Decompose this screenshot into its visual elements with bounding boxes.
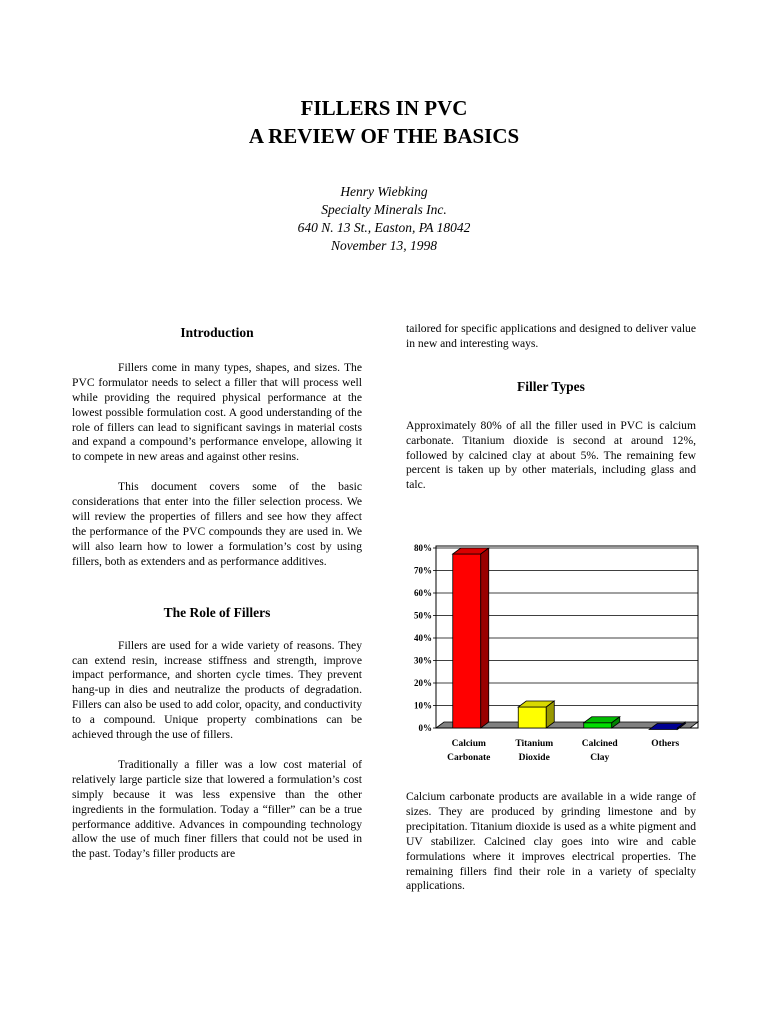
author-block	[0, 183, 768, 255]
introduction-heading: Introduction	[180, 325, 254, 340]
right-column	[406, 322, 696, 493]
filler-types-paragraph: Approximately 80% of all the filler used in PVC is calcium carbonate. Titanium dioxide is second at around 12%, followed by calcined clay at about 5%. The remaining few percent is taken up by other materials, including glass and talc.	[406, 418, 696, 492]
role-of-fillers-heading: The Role of Fillers	[163, 604, 271, 620]
y-tick-label: 40%	[414, 633, 432, 643]
introduction-paragraph-1: Fillers come in many types, shapes, and sizes. The PVC formulator needs to select a filler that will process well while providing the required physical performance at the lowest possible formulation cost. A good understanding of the role of fillers can lead to significant savings in material costs and expand a compound’s performance envelope, allowing it to compete in new areas and against other resins.	[72, 360, 362, 464]
y-tick-label: 30%	[414, 655, 432, 666]
title-line-1: FILLERS IN PVC	[300, 96, 468, 120]
y-tick-label: 50%	[414, 610, 432, 621]
bar	[453, 554, 481, 728]
filler-usage-chart	[406, 536, 706, 776]
author-name: Henry Wiebking	[340, 184, 428, 199]
category-label: Dioxide	[518, 753, 550, 763]
category-label: Others	[651, 739, 680, 749]
y-tick-label: 60%	[414, 588, 432, 598]
left-column	[72, 322, 362, 862]
category-label: Carbonate	[447, 753, 491, 763]
y-tick-label: 80%	[414, 543, 432, 553]
bar-chart-svg	[406, 536, 706, 776]
role-paragraph-2: Traditionally a filler was a low cost material of relatively large particle size that lowered a formulation’s cost simply because it was less expensive than the other ingredients in the formulation. Today a “filler” can be a true performance additive. Advances in compounding technology allow the use of much finer fillers that could not be used in the past. Today’s filler products are	[72, 757, 362, 861]
bar-side	[481, 548, 489, 728]
introduction-paragraph-2: This document covers some of the basic considerations that enter into the filler selection process. We will review the properties of fillers and see how they affect the performance of the PVC compounds they are used in. We will also learn how to lower a formulation’s cost by using fillers, both as extenders and as performance additives.	[72, 480, 362, 568]
after-chart-text	[406, 790, 696, 894]
filler-types-heading: Filler Types	[517, 378, 585, 394]
after-chart-paragraph: Calcium carbonate products are available in a wide range of sizes. They are produced by grinding limestone and by precipitation. Titanium dioxide is used as a white pigment and UV stabilizer. Calcined clay goes into wire and cable formulations where it improves electrical properties. The remaining fillers find their role in a variety of specialty applications.	[406, 790, 696, 893]
category-label: Titanium	[515, 739, 554, 749]
y-tick-label: 0%	[418, 723, 432, 733]
bar	[584, 723, 612, 728]
author-company: Specialty Minerals Inc.	[321, 202, 447, 217]
category-label: Calcium	[451, 739, 486, 749]
y-tick-label: 70%	[414, 565, 432, 576]
author-address: 640 N. 13 St., Easton, PA 18042	[297, 220, 471, 235]
category-label: Calcined	[581, 739, 618, 749]
continuation-paragraph: tailored for specific applications and designed to deliver value in new and interesting ways.	[406, 322, 696, 350]
y-tick-label: 20%	[414, 678, 432, 688]
y-tick-label: 10%	[414, 700, 432, 711]
title-line-2: A REVIEW OF THE BASICS	[248, 124, 520, 148]
bar	[518, 707, 546, 728]
author-date: November 13, 1998	[330, 238, 438, 253]
category-label: Clay	[590, 753, 610, 763]
document-title	[0, 94, 768, 150]
role-paragraph-1: Fillers are used for a wide variety of reasons. They can extend resin, increase stiffness and strength, improve impact performance, and shorten cycle times. They prevent hang-up in dies and neutralize the products of degradation. Fillers can also be used to add color, opacity, and conductivity to a compound. Unique property combinations can be achieved through the use of fillers.	[72, 638, 362, 742]
